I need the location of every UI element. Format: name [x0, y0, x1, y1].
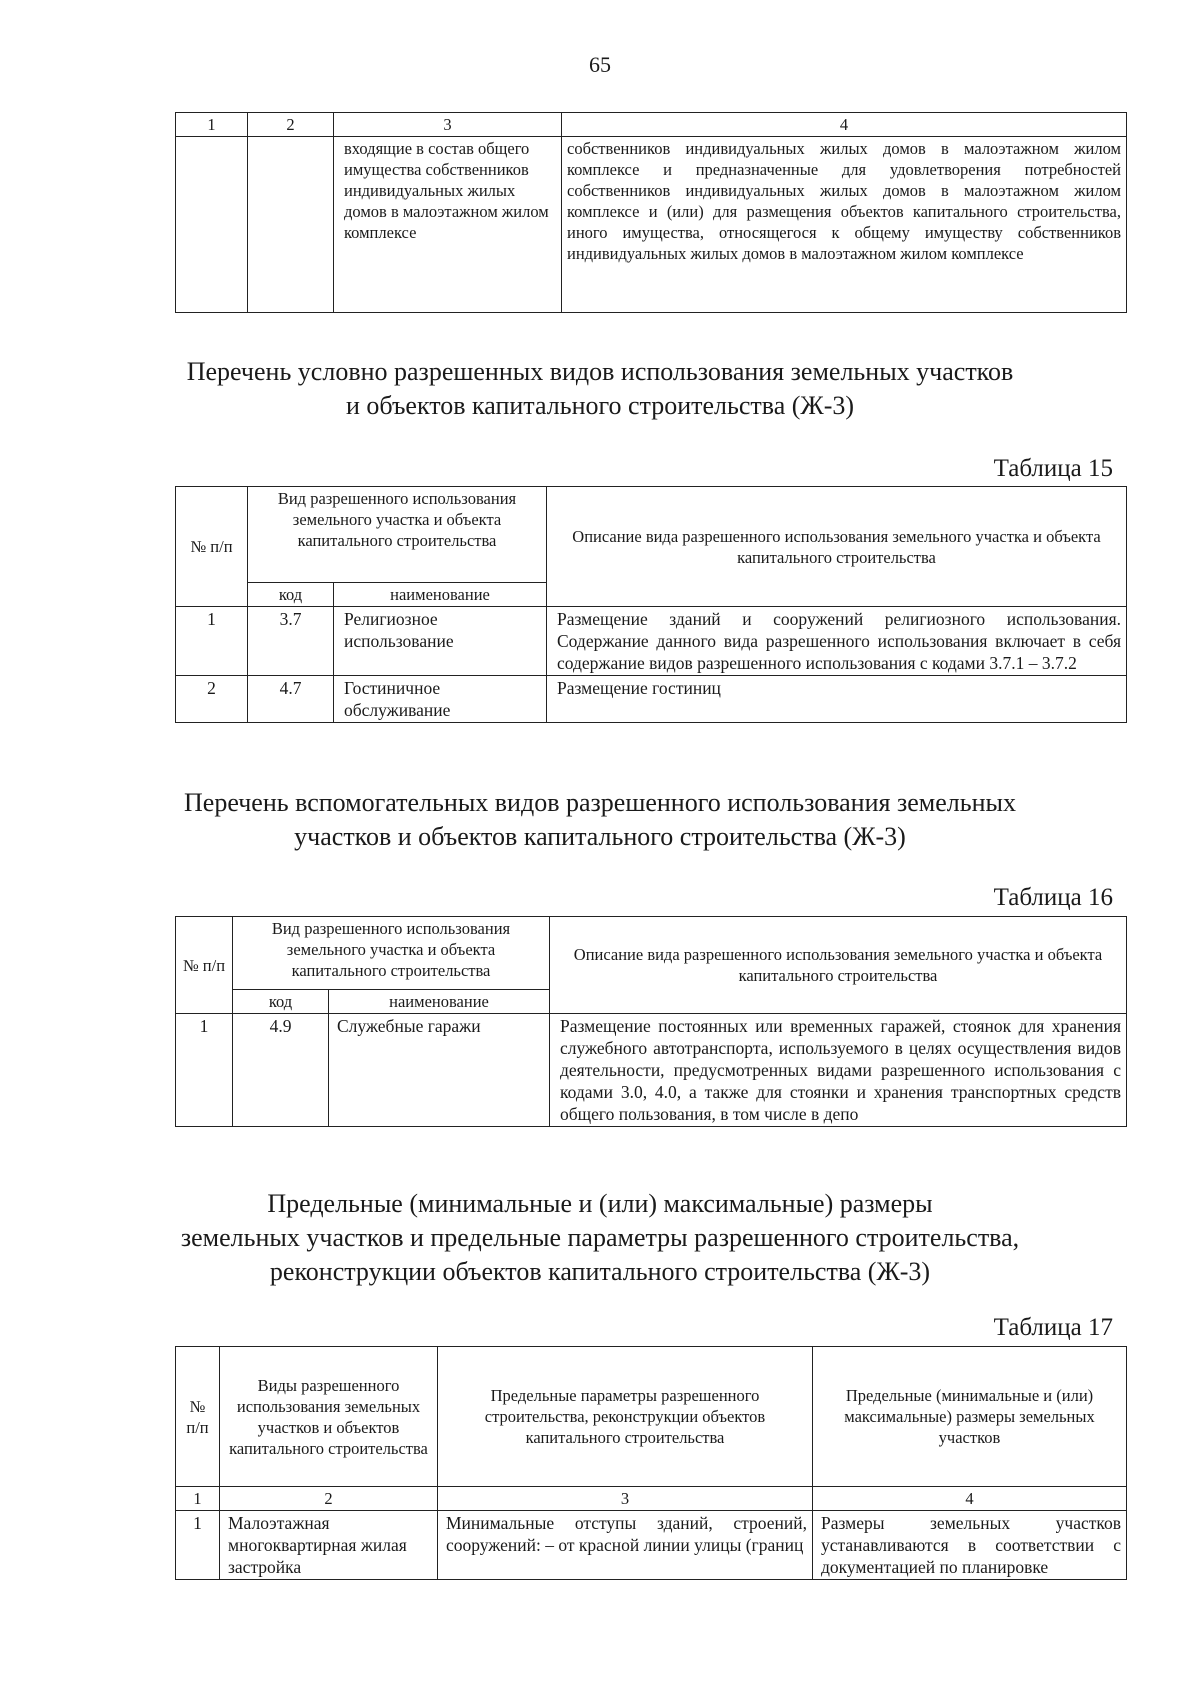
col-number: 2 — [220, 1487, 438, 1511]
header-kinds: Виды разрешенного использования земельных участков и объектов капитального строительства — [220, 1347, 438, 1487]
row-params: Минимальные отступы зданий, строений, сооружений: – от красной линии улицы (границ — [438, 1511, 813, 1580]
row-num: 1 — [176, 1511, 220, 1580]
col-number: 4 — [813, 1487, 1127, 1511]
heading-line: земельных участков и предельные параметры разрешенного строительства, — [180, 1223, 1020, 1252]
heading-line: Перечень условно разрешенных видов использования земельных участков — [186, 357, 1014, 386]
row-description: Размещение постоянных или временных гаражей, стоянок для хранения служебного автотранспорта, используемого в целях осуществления видов деятельности, предусмотренных видами разрешенного использования с кодами 3.0, 4.0, а также для стоянки и хранения транспортных средств общего пользования, в том числе в депо — [550, 1014, 1127, 1127]
row-description: Размещение гостиниц — [547, 676, 1127, 723]
col-number: 1 — [176, 1487, 220, 1511]
heading-line: Предельные (минимальные и (или) максимальные) размеры — [267, 1189, 933, 1218]
header-num: № п/п — [176, 1347, 220, 1487]
table-cell: собственников индивидуальных жилых домов в малоэтажном жилом комплексе и предназначенные для удовлетворения потребностей собственников индивидуальных жилых домов в малоэтажном жилом комплексе и (или) для размещения объектов капитального строительства, иного имущества, относящегося к общему имуществу собственников индивидуальных жилых домов в малоэтажном жилом комплексе — [562, 137, 1127, 313]
header-name: наименование — [334, 583, 547, 607]
header-num: № п/п — [176, 487, 248, 607]
header-name: наименование — [329, 990, 550, 1014]
row-kind: Малоэтажная многоквартирная жилая застройка — [220, 1511, 438, 1580]
section-heading — [0, 1187, 1200, 1289]
col-number: 3 — [438, 1487, 813, 1511]
heading-line: и объектов капитального строительства (Ж-3) — [345, 391, 855, 420]
row-num: 1 — [176, 1014, 233, 1127]
table-cell — [248, 137, 334, 313]
header-kind: Вид разрешенного использования земельного участка и объекта капитального строительства — [233, 917, 550, 990]
col-number: 4 — [562, 113, 1127, 137]
table-row — [176, 676, 1127, 723]
header-description: Описание вида разрешенного использования земельного участка и объекта капитального строительства — [547, 487, 1127, 607]
row-name: Служебные гаражи — [329, 1014, 550, 1127]
heading-line: реконструкции объектов капитального строительства (Ж-3) — [269, 1257, 931, 1286]
row-num: 1 — [176, 607, 248, 676]
table-cell — [176, 137, 248, 313]
row-name: Религиозное использование — [334, 607, 547, 676]
header-params: Предельные параметры разрешенного строительства, реконструкции объектов капитального строительства — [438, 1347, 813, 1487]
table-label: Таблица 17 — [993, 1314, 1113, 1341]
row-description: Размещение зданий и сооружений религиозного использования. Содержание данного вида разрешенного использования включает в себя содержание видов разрешенного использования с кодами 3.7.1 – 3.7.2 — [547, 607, 1127, 676]
header-code: код — [248, 583, 334, 607]
header-kind: Вид разрешенного использования земельного участка и объекта капитального строительства — [248, 487, 547, 583]
row-sizes: Размеры земельных участков устанавливаются в соответствии с документацией по планировке — [813, 1511, 1127, 1580]
continuation-table — [175, 112, 1127, 313]
table-row — [176, 607, 1127, 676]
section-heading — [0, 355, 1200, 423]
table-row — [176, 1014, 1127, 1127]
table-cell: входящие в состав общего имущества собственников индивидуальных жилых домов в малоэтажном жилом комплексе — [334, 137, 562, 313]
header-num: № п/п — [176, 917, 233, 1014]
row-code: 4.9 — [233, 1014, 329, 1127]
header-code: код — [233, 990, 329, 1014]
section-heading — [0, 786, 1200, 854]
heading-line: участков и объектов капитального строительства (Ж-3) — [294, 822, 906, 851]
table-label: Таблица 15 — [993, 455, 1113, 482]
col-number: 1 — [176, 113, 248, 137]
page-number: 65 — [589, 52, 611, 77]
table-17 — [175, 1346, 1127, 1580]
header-description: Описание вида разрешенного использования земельного участка и объекта капитального строительства — [550, 917, 1127, 1014]
header-sizes: Предельные (минимальные и (или) максимальные) размеры земельных участков — [813, 1347, 1127, 1487]
row-num: 2 — [176, 676, 248, 723]
row-code: 3.7 — [248, 607, 334, 676]
col-number: 2 — [248, 113, 334, 137]
row-name: Гостиничное обслуживание — [334, 676, 547, 723]
col-number: 3 — [334, 113, 562, 137]
table-label: Таблица 16 — [993, 884, 1113, 911]
table-16 — [175, 916, 1127, 1127]
row-code: 4.7 — [248, 676, 334, 723]
heading-line: Перечень вспомогательных видов разрешенного использования земельных — [184, 788, 1016, 817]
table-row — [176, 1511, 1127, 1580]
table-15 — [175, 486, 1127, 723]
